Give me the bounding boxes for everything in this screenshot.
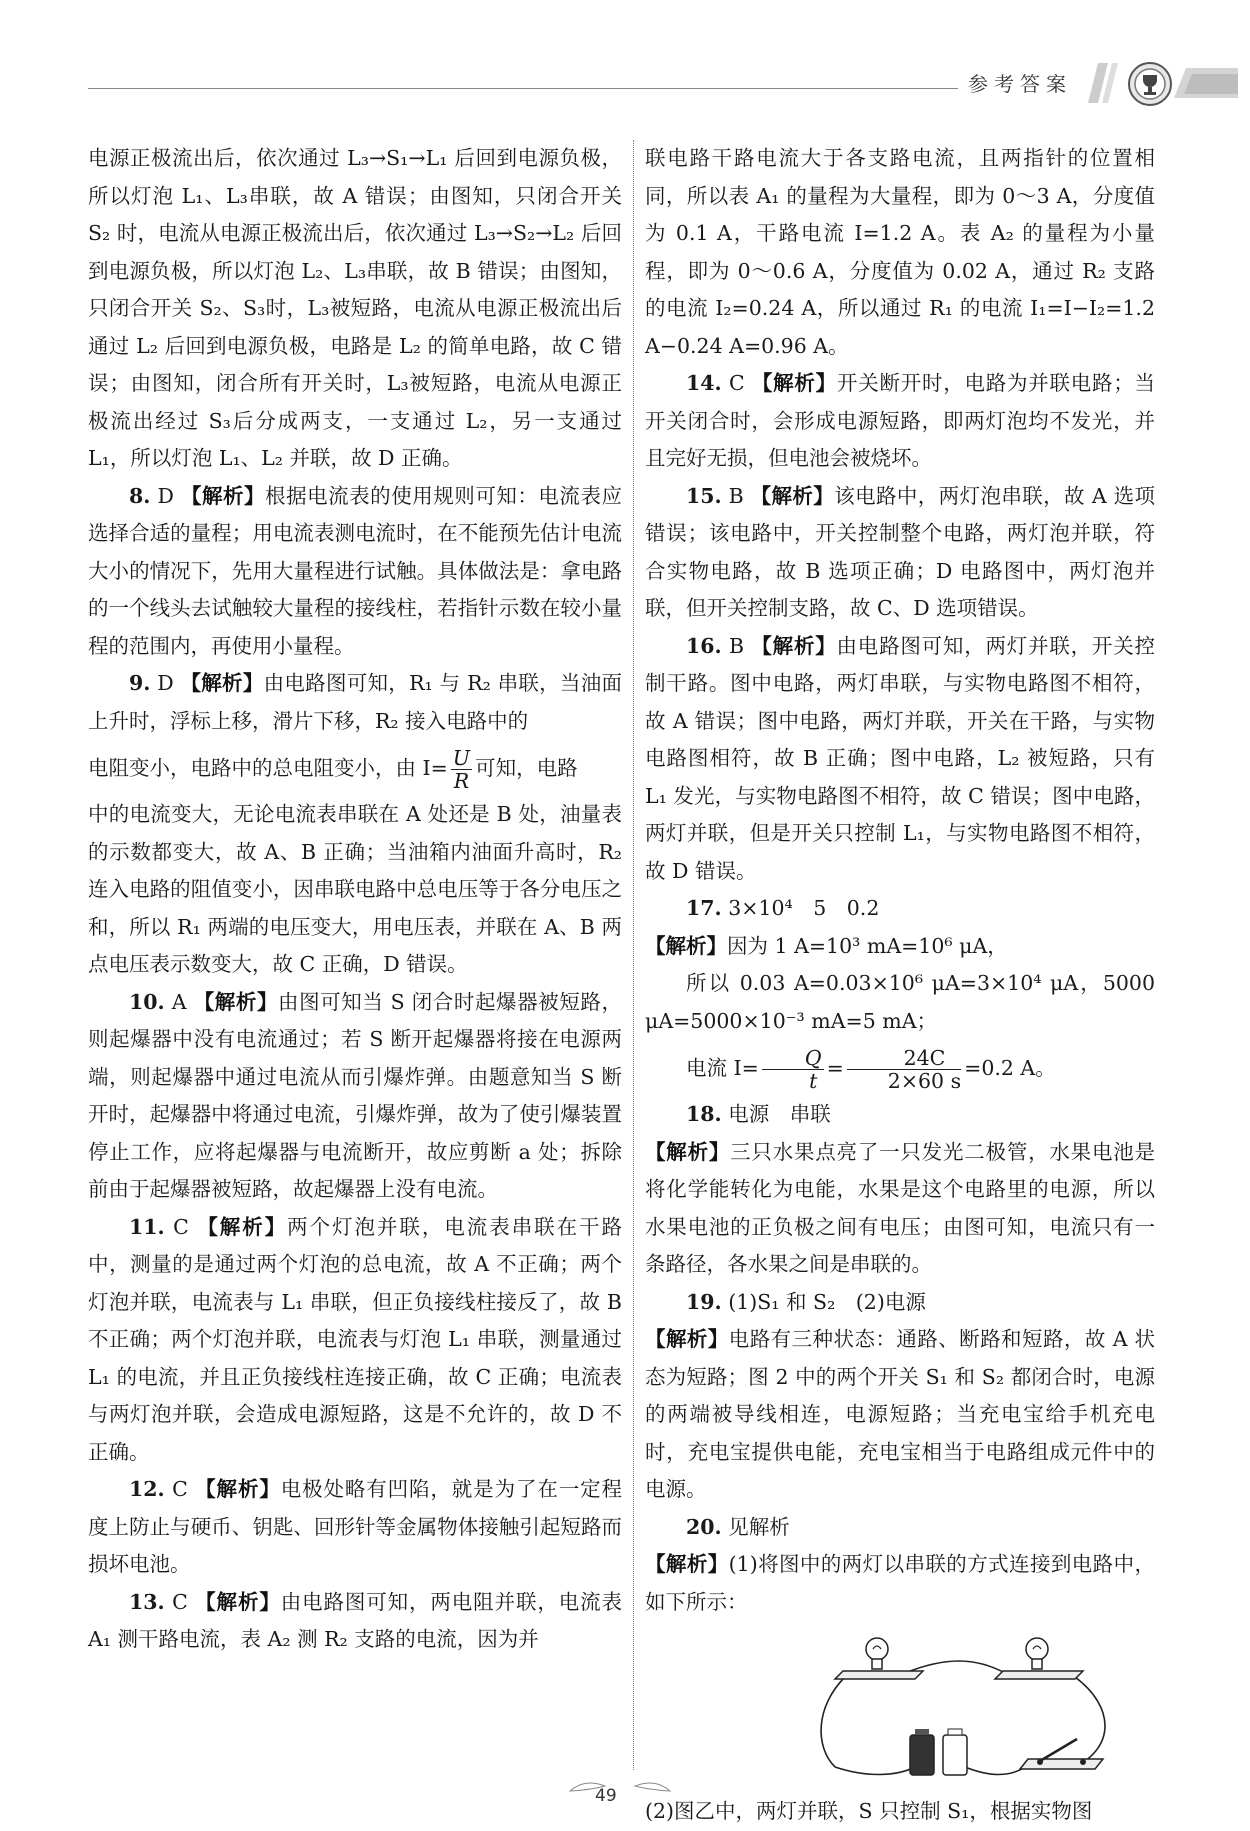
answer-16 bbox=[645, 628, 1155, 891]
question-number: 12. bbox=[129, 1477, 165, 1501]
analysis-tag: 【解析】 bbox=[645, 1327, 729, 1351]
analysis-text: 三只水果点亮了一只发光二极管，水果电池是将化学能转化为电能，水果是这个电路里的电源，所以水果电池的正负极之间有电压；由图可知，电流只有一条路径，各水果之间是串联的。 bbox=[645, 1139, 1156, 1276]
fraction-denominator: R bbox=[453, 769, 470, 793]
fraction-numerator: Q bbox=[762, 1047, 824, 1070]
analysis-text: 电路有三种状态：通路、断路和短路，故 A 状态为短路；图 2 中的两个开关 S₁ 和 S₂ 都闭合时，电源的两端被导线相连，电源短路；当充电宝给手机充电时，充电宝提供电能，充电宝相当于电路组成元件中的电源。 bbox=[645, 1327, 1155, 1501]
question-number: 16. bbox=[686, 633, 722, 658]
bulb-icon bbox=[995, 1638, 1083, 1679]
answer-17-conversion: 所以 0.03 A=0.03×10⁶ μA=3×10⁴ μA，5000 μA=5000×10⁻³ mA=5 mA； bbox=[645, 971, 1155, 1033]
analysis-text: 由电路图可知，两电阻并联，电流表 A₁ 测干路电流，表 A₂ 测 R₂ 支路的电流，因为并 bbox=[88, 1589, 622, 1651]
analysis-tag: 【解析】 bbox=[193, 989, 279, 1014]
column-divider bbox=[633, 140, 634, 1770]
answer-18-analysis bbox=[645, 1134, 1155, 1284]
wire bbox=[965, 1767, 1025, 1775]
answer-choice: A bbox=[171, 989, 187, 1014]
analysis-text: 根据电流表的使用规则可知：电流表应选择合适的量程；用电流表测电流时，在不能预先估计电流大小的情况下，先用大量程进行试触。具体做法是：拿电路的一个线头去试触较大量程的接线柱，若指针示数在较小量程的范围内，再使用小量程。 bbox=[88, 483, 622, 658]
answer-15 bbox=[645, 478, 1155, 628]
switch-icon bbox=[1020, 1739, 1103, 1769]
answer-choice: C bbox=[728, 371, 745, 395]
fraction-numerator: 24C bbox=[847, 1047, 961, 1070]
analysis-tag: 【解析】 bbox=[195, 1589, 281, 1614]
answer-10 bbox=[88, 984, 622, 1209]
answer-choice: B bbox=[728, 633, 745, 658]
answer-17-analysis bbox=[645, 928, 1155, 966]
answer-17-formula bbox=[645, 1040, 1155, 1096]
analysis-text: 由电路图可知，R₁ 与 R₂ 串联，当油面上升时，浮标上移，滑片下移，R₂ 接入电路中的 bbox=[88, 671, 622, 733]
answer-17 bbox=[645, 890, 1155, 928]
analysis-text: 可知，电路 bbox=[475, 756, 578, 780]
answer-19 bbox=[645, 1284, 1155, 1322]
answer-11 bbox=[88, 1209, 622, 1472]
answer-choice: B bbox=[728, 483, 744, 508]
question-number: 18. bbox=[686, 1102, 722, 1126]
header-rule bbox=[88, 88, 958, 89]
fraction-denominator: t bbox=[809, 1069, 818, 1093]
analysis-tag: 【解析】 bbox=[197, 1214, 288, 1239]
analysis-tag: 【解析】 bbox=[751, 633, 837, 658]
analysis-tag: 【解析】 bbox=[195, 1477, 281, 1501]
continued-paragraph: 联电路干路电流大于各支路电流，且两指针的位置相同，所以表 A₁ 的量程为大量程，即为 0～3 A，分度值为 0.1 A，干路电流 I=1.2 A。表 A₂ 的量程为小量程，即为 0～0.6 A，分度值为 0.02 A，通过 R₂ 支路的电流 I₂=0.24 A，所以通过 R₁ 的电流 I₁=I−I₂=1.2 A−0.24 A=0.96 A。 bbox=[645, 146, 1155, 358]
battery-icon bbox=[910, 1729, 967, 1775]
analysis-tag: 【解析】 bbox=[645, 1552, 729, 1576]
analysis-text: 两个灯泡并联，电流表串联在干路中，测量的是通过两个灯泡的总电流，故 A 不正确；两个灯泡并联，电流表与 L₁ 串联，但正负接线柱接反了，故 B 不正确；两个灯泡并联，电流表与灯泡 L₁ 串联，测量通过 L₁ 的电流，并且正负接线柱连接正确，故 C 正确；电流表与两灯泡并联，会造成电源短路，这是不允许的，故 D 不正确。 bbox=[88, 1214, 623, 1464]
analysis-tag: 【解析】 bbox=[645, 1139, 731, 1164]
answer-20-part-2: (2)图乙中，两灯并联，S 只控制 S₁，根据实物图 bbox=[645, 1799, 1093, 1823]
analysis-text: 由图可知当 S 闭合时起爆器被短路，则起爆器中没有电流通过；若 S 断开起爆器将接在电源两端，则起爆器中通过电流从而引爆炸弹。由题意知当 S 断开时，起爆器中将通过电流，引爆炸弹，故为了使引爆装置停止工作，应将起爆器与电流断开，故应剪断 a 处；拆除前由于起爆器被短路，故起爆器上没有电流。 bbox=[88, 989, 622, 1201]
wire bbox=[835, 1767, 915, 1775]
continued-paragraph: 电源正极流出后，依次通过 L₃→S₁→L₁ 后回到电源负极，所以灯泡 L₁、L₃串联，故 A 错误；由图知，只闭合开关 S₂ 时，电流从电源正极流出后，依次通过 L₃→S₂→L₂ 后回到电源负极，所以灯泡 L₂、L₃串联，故 B 错误；由图知，只闭合开关 S₂、S₃时，L₃被短路，电流从电源正极流出后通过 L₂ 后回到电源负极，电路是 L₂ 的简单电路，故 C 错误；由图知，闭合所有开关时，L₃被短路，电流从电源正极流出经过 S₃后分成两支，一支通过 L₂，另一支通过 L₁，所以灯泡 L₁、L₂ 并联，故 D 正确。 bbox=[88, 146, 622, 470]
analysis-tag: 【解析】 bbox=[751, 371, 837, 395]
page-header bbox=[88, 58, 1228, 108]
answer-19-analysis bbox=[645, 1321, 1155, 1509]
right-column bbox=[645, 140, 1155, 1831]
question-number: 20. bbox=[686, 1514, 722, 1539]
answer-9 bbox=[88, 665, 622, 740]
answer-9-formula-line bbox=[88, 740, 622, 796]
answer-20-analysis bbox=[645, 1546, 1155, 1621]
fraction-numerator: U bbox=[452, 746, 471, 770]
answer-choice: D bbox=[157, 671, 174, 695]
analysis-text: 因为 1 A=10³ mA=10⁶ μA， bbox=[727, 933, 1008, 958]
answer-20 bbox=[645, 1509, 1155, 1547]
answer-14 bbox=[645, 365, 1155, 478]
analysis-tag: 【解析】 bbox=[750, 483, 835, 508]
analysis-text: =0.2 A。 bbox=[964, 1056, 1056, 1080]
trophy-badge-icon bbox=[1088, 58, 1238, 108]
charge-time-fraction bbox=[762, 1047, 824, 1092]
wire bbox=[821, 1677, 845, 1767]
answer-value: 电源 串联 bbox=[728, 1102, 831, 1126]
fraction-denominator: 2×60 s bbox=[887, 1069, 962, 1093]
analysis-tag: 【解析】 bbox=[180, 483, 266, 508]
answer-18 bbox=[645, 1096, 1155, 1134]
analysis-text: 开关断开时，电路为并联电路；当开关闭合时，会形成电源短路，即两灯泡均不发光，并且完好无损，但电池会被烧坏。 bbox=[645, 371, 1155, 470]
analysis-text: 电阻变小，电路中的总电阻变小，由 I= bbox=[88, 756, 448, 780]
wire bbox=[1075, 1677, 1105, 1767]
answer-13 bbox=[88, 1584, 622, 1659]
ohm-law-fraction bbox=[451, 747, 472, 792]
value-fraction bbox=[847, 1047, 961, 1092]
answer-choice: C bbox=[172, 1477, 188, 1501]
answer-choice: C bbox=[172, 1589, 188, 1614]
answer-choice: C bbox=[173, 1214, 189, 1239]
equals-sign: = bbox=[826, 1056, 844, 1080]
answer-value: 3×10⁴ 5 0.2 bbox=[728, 896, 880, 920]
answer-9-rest: 中的电流变大，无论电流表串联在 A 处还是 B 处，油量表的示数都变大，故 A、B 正确；当油箱内油面升高时，R₂ 连入电路的阻值变小，因串联电路中总电压等于各分电压之和，所以 R₁ 两端的电压变大，用电压表，并联在 A、B 两点电压表示数变大，故 C 正确，D 错误。 bbox=[88, 802, 622, 976]
question-number: 8. bbox=[129, 483, 151, 508]
question-number: 14. bbox=[686, 371, 722, 395]
question-number: 10. bbox=[129, 989, 165, 1014]
analysis-text: 电流 I= bbox=[686, 1056, 759, 1080]
question-number: 9. bbox=[129, 671, 151, 695]
analysis-text: 电极处略有凹陷，就是为了在一定程度上防止与硬币、钥匙、回形针等金属物体接触引起短路而损坏电池。 bbox=[88, 1477, 622, 1576]
question-number: 15. bbox=[686, 483, 722, 508]
question-number: 13. bbox=[129, 1589, 165, 1614]
answer-8 bbox=[88, 478, 622, 666]
page-number: 49 bbox=[595, 1786, 617, 1806]
answer-value: 见解析 bbox=[728, 1514, 790, 1539]
answer-value: (1)S₁ 和 S₂ (2)电源 bbox=[728, 1289, 926, 1314]
question-number: 19. bbox=[686, 1289, 722, 1314]
analysis-text: (1)将图中的两灯以串联的方式连接到电路中，如下所示： bbox=[645, 1552, 1156, 1614]
header-title: 参考答案 bbox=[968, 72, 1072, 96]
left-column bbox=[88, 140, 622, 1659]
analysis-tag: 【解析】 bbox=[645, 933, 727, 958]
series-circuit-diagram bbox=[805, 1627, 1125, 1787]
question-number: 11. bbox=[129, 1214, 165, 1239]
wing-ornament-icon bbox=[560, 1776, 680, 1806]
analysis-text: 该电路中，两灯泡串联，故 A 选项错误；该电路中，开关控制整个电路，两灯泡并联，符合实物电路，故 B 选项正确；D 电路图中，两灯泡并联，但开关控制支路，故 C、D 选项错误。 bbox=[645, 483, 1155, 620]
analysis-text: 由电路图可知，两灯并联，开关控制干路。图中电路，两灯串联，与实物电路图不相符，故 A 错误；图中电路，两灯并联，开关在干路，与实物电路图相符，故 B 正确；图中电路，L₂ 被短路，只有 L₁ 发光，与实物电路图不相符，故 C 错误；图中电路，两灯并联，但是开关只控制 L₁，与实物电路图不相符，故 D 错误。 bbox=[645, 633, 1155, 883]
answer-12 bbox=[88, 1471, 622, 1584]
question-number: 17. bbox=[686, 896, 722, 920]
bulb-icon bbox=[835, 1638, 923, 1679]
answer-choice: D bbox=[157, 483, 174, 508]
analysis-tag: 【解析】 bbox=[180, 671, 264, 695]
